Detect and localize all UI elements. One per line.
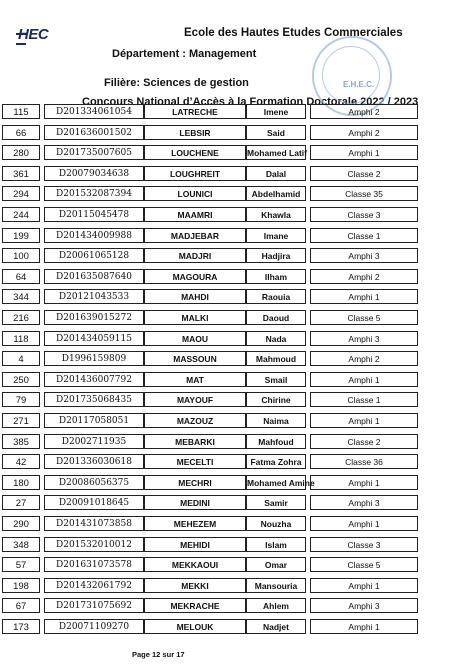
candidate-number: 250 [2,372,40,387]
last-name: MAHDI [144,289,246,304]
last-name: LOUCHENE [144,145,246,160]
candidate-id: D201334061054 [44,104,144,119]
exam-room: Amphi 1 [310,413,418,428]
candidate-number: 199 [2,228,40,243]
last-name: MALKI [144,310,246,325]
candidate-number: 57 [2,557,40,572]
first-name: Mohamed Amine [246,475,306,490]
candidate-id: D201735007605 [44,145,144,160]
first-name: Nadjet [246,619,306,634]
exam-room: Amphi 2 [310,125,418,140]
first-name: Abdelhamid [246,186,306,201]
candidate-id: D201631073578 [44,557,144,572]
last-name: MECHRI [144,475,246,490]
table-row [0,372,450,391]
table-row [0,351,450,370]
filiere-title: Filière: Sciences de gestion [104,77,249,89]
first-name: Mohamed Latif [246,145,306,160]
candidate-number: 4 [2,351,40,366]
exam-room: Classe 1 [310,228,418,243]
candidate-id: D201731075692 [44,598,144,613]
exam-room: Classe 36 [310,454,418,469]
exam-room: Amphi 1 [310,578,418,593]
table-row [0,310,450,329]
candidate-id: D201336030618 [44,454,144,469]
first-name: Khawla [246,207,306,222]
candidate-number: 216 [2,310,40,325]
first-name: Mahfoud [246,434,306,449]
first-name: Omar [246,557,306,572]
last-name: MAZOUZ [144,413,246,428]
exam-room: Amphi 3 [310,495,418,510]
last-name: MAOU [144,331,246,346]
candidate-id: D201635087640 [44,269,144,284]
candidate-number: 280 [2,145,40,160]
first-name: Samir [246,495,306,510]
exam-room: Amphi 1 [310,372,418,387]
table-row [0,434,450,453]
table-row [0,228,450,247]
exam-room: Classe 5 [310,310,418,325]
last-name: LEBSIR [144,125,246,140]
candidate-id: D201735068435 [44,392,144,407]
exam-room: Amphi 2 [310,269,418,284]
candidate-number: 42 [2,454,40,469]
last-name: LOUNICI [144,186,246,201]
exam-room: Amphi 3 [310,248,418,263]
last-name: LOUGHREIT [144,166,246,181]
table-row [0,557,450,576]
exam-room: Amphi 1 [310,516,418,531]
exam-room: Classe 3 [310,207,418,222]
candidate-id: D201434059115 [44,331,144,346]
candidate-id: D20115045478 [44,207,144,222]
first-name: Mahmoud [246,351,306,366]
department-title: Département : Management [112,48,257,60]
exam-room: Amphi 3 [310,331,418,346]
last-name: MEBARKI [144,434,246,449]
exam-room: Amphi 1 [310,475,418,490]
exam-room: Amphi 1 [310,145,418,160]
last-name: MEKKI [144,578,246,593]
first-name: Said [246,125,306,140]
last-name: MADJEBAR [144,228,246,243]
candidate-id: D1996159809 [44,351,144,366]
candidate-id: D201431073858 [44,516,144,531]
candidate-id: D2002711935 [44,434,144,449]
table-row [0,598,450,617]
exam-room: Classe 35 [310,186,418,201]
last-name: MECELTI [144,454,246,469]
table-row [0,578,450,597]
candidate-id: D20071109270 [44,619,144,634]
hec-logo: HEC [18,26,49,43]
last-name: MELOUK [144,619,246,634]
last-name: MEKRACHE [144,598,246,613]
candidate-number: 118 [2,331,40,346]
candidate-id: D20117058051 [44,413,144,428]
last-name: LATRECHE [144,104,246,119]
candidate-id: D20091018645 [44,495,144,510]
exam-room: Amphi 1 [310,619,418,634]
table-row [0,125,450,144]
exam-room: Amphi 2 [310,104,418,119]
candidate-id: D201532087394 [44,186,144,201]
candidate-number: 27 [2,495,40,510]
table-row [0,166,450,185]
first-name: Fatma Zohra [246,454,306,469]
candidate-id: D201532010012 [44,537,144,552]
candidate-number: 66 [2,125,40,140]
candidate-id: D20061065128 [44,248,144,263]
table-row [0,145,450,164]
exam-room: Classe 2 [310,166,418,181]
candidate-id: D20121043533 [44,289,144,304]
last-name: MASSOUN [144,351,246,366]
candidate-id: D201432061792 [44,578,144,593]
table-row [0,537,450,556]
first-name: Smail [246,372,306,387]
table-row [0,331,450,350]
candidate-number: 173 [2,619,40,634]
concours-title: Concours National d’Accès à la Formation Doctorale 2022 / 2023 [82,96,419,108]
school-title: Ecole des Hautes Etudes Commerciales [184,27,403,39]
table-row [0,454,450,473]
stamp-text: E.H.E.C. [343,80,375,89]
last-name: MAGOURA [144,269,246,284]
candidate-id: D20086056375 [44,475,144,490]
first-name: Raouia [246,289,306,304]
last-name: MAAMRI [144,207,246,222]
first-name: Nouzha [246,516,306,531]
table-row [0,207,450,226]
first-name: Chirine [246,392,306,407]
last-name: MEDINI [144,495,246,510]
exam-room: Classe 3 [310,537,418,552]
candidate-number: 290 [2,516,40,531]
candidate-id: D201434009988 [44,228,144,243]
first-name: Imene [246,104,306,119]
last-name: MADJRI [144,248,246,263]
candidate-number: 180 [2,475,40,490]
candidate-id: D20079034638 [44,166,144,181]
candidate-number: 294 [2,186,40,201]
table-row [0,495,450,514]
first-name: Daoud [246,310,306,325]
first-name: Ahlem [246,598,306,613]
candidate-id: D201636001502 [44,125,144,140]
candidate-number: 115 [2,104,40,119]
candidate-number: 348 [2,537,40,552]
candidate-number: 244 [2,207,40,222]
table-row [0,516,450,535]
candidate-number: 100 [2,248,40,263]
candidate-number: 361 [2,166,40,181]
candidate-id: D201436007792 [44,372,144,387]
first-name: Naima [246,413,306,428]
first-name: Mansouria [246,578,306,593]
last-name: MEHEZEM [144,516,246,531]
candidate-number: 344 [2,289,40,304]
last-name: MAYOUF [144,392,246,407]
table-row [0,392,450,411]
candidate-number: 271 [2,413,40,428]
exam-room: Classe 2 [310,434,418,449]
table-row [0,619,450,638]
table-row [0,269,450,288]
exam-room: Amphi 3 [310,598,418,613]
exam-room: Classe 5 [310,557,418,572]
table-row [0,186,450,205]
exam-room: Amphi 1 [310,289,418,304]
first-name: Islam [246,537,306,552]
first-name: Ilham [246,269,306,284]
exam-room: Amphi 2 [310,351,418,366]
first-name: Nada [246,331,306,346]
candidate-number: 385 [2,434,40,449]
table-row [0,104,450,123]
candidate-number: 79 [2,392,40,407]
table-row [0,475,450,494]
last-name: MEKKAOUI [144,557,246,572]
first-name: Dalal [246,166,306,181]
page-number: Page 12 sur 17 [132,650,185,659]
candidate-number: 64 [2,269,40,284]
candidate-number: 198 [2,578,40,593]
first-name: Hadjira [246,248,306,263]
table-row [0,413,450,432]
candidate-id: D201639015272 [44,310,144,325]
first-name: Imane [246,228,306,243]
last-name: MAT [144,372,246,387]
exam-room: Classe 1 [310,392,418,407]
table-row [0,248,450,267]
table-row [0,289,450,308]
last-name: MEHIDI [144,537,246,552]
candidate-number: 67 [2,598,40,613]
